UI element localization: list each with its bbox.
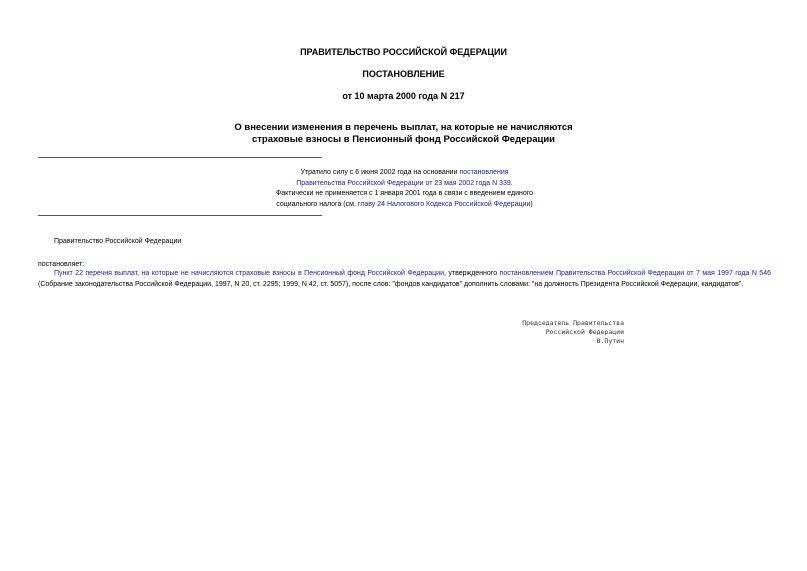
repeal-notice <box>38 167 771 189</box>
document-type-heading: ПОСТАНОВЛЕНИЕ <box>362 69 445 79</box>
repeal-notice-line-1 <box>38 167 771 178</box>
application-notice-line-2 <box>38 199 771 210</box>
application-notice-line-1: Фактически не применяется с 1 января 2001 года в связи с введением единого <box>275 190 534 197</box>
document-date: от 10 марта 2000 года N 217 <box>342 91 465 101</box>
repeal-notice-end: . <box>510 180 513 187</box>
repeal-notice-text: Утратило силу с 6 июня 2002 года на основании <box>300 169 460 176</box>
application-notice-end: ) <box>530 201 533 208</box>
repeal-decree-link[interactable]: постановления <box>459 169 509 176</box>
divider-top <box>38 157 322 158</box>
amendment-paragraph <box>38 268 771 290</box>
signature-name: В.Путин <box>596 337 624 345</box>
repeal-decree-link-continued[interactable]: Правительства Российской Федерации от 23 мая 2002 года N 339 <box>296 180 511 187</box>
title-line-1: О внесении изменения в перечень выплат, на которые не начисляются <box>234 122 573 133</box>
signature-country: Российской Федерации <box>545 328 624 336</box>
tax-code-chapter-link[interactable]: главу 24 Налогового Кодекса Российской Федерации <box>357 201 531 208</box>
decrees-text: постановляет: <box>38 261 85 268</box>
title-line-2: страховые взносы в Пенсионный фонд Российской Федерации <box>251 134 556 145</box>
document-title <box>0 122 807 146</box>
government-heading: ПРАВИТЕЛЬСТВО РОССИЙСКОЙ ФЕДЕРАЦИИ <box>300 47 507 57</box>
application-notice-text: социального налога (см. <box>276 201 358 208</box>
amendment-text-2: (Собрание законодательства Российской Федерации, 1997, N 20, ст. 2295; 1999, N 42, ст. 5057), после слов: "фондов кандидатов" дополнить словами: "на должность Президента Российской Федерации, кандидатов". <box>38 281 744 288</box>
divider-bottom <box>38 215 322 216</box>
issuer-text: Правительство Российской Федерации <box>54 238 182 245</box>
application-notice <box>38 188 771 210</box>
payments-list-item-link[interactable]: Пункт 22 перечня выплат, на которые не начисляются страховые взносы в Пенсионный фонд Российской Федерации <box>54 270 445 277</box>
decree-546-link[interactable]: постановлением Правительства Российской Федерации от 7 мая 1997 года N 546 <box>499 270 771 277</box>
amendment-text-1: , утвержденного <box>444 270 500 277</box>
signature-position: Председатель Правительства <box>522 319 624 327</box>
